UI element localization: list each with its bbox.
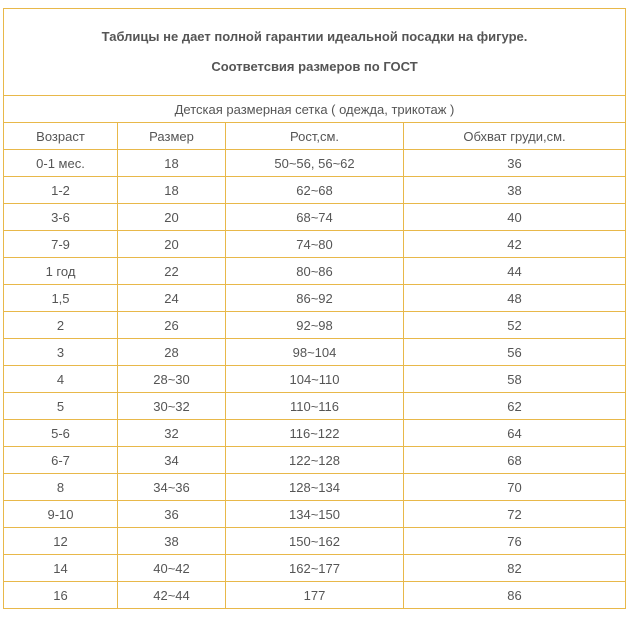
cell-age: 9-10 — [4, 501, 118, 528]
table-row — [4, 501, 626, 528]
cell-age: 1,5 — [4, 285, 118, 312]
cell-age: 8 — [4, 474, 118, 501]
cell-size: 34~36 — [118, 474, 226, 501]
cell-height: 110~116 — [226, 393, 404, 420]
cell-age: 1 год — [4, 258, 118, 285]
cell-size: 18 — [118, 177, 226, 204]
cell-size: 18 — [118, 150, 226, 177]
subtitle-row — [4, 96, 626, 123]
cell-chest: 42 — [404, 231, 626, 258]
cell-size: 20 — [118, 231, 226, 258]
cell-age: 14 — [4, 555, 118, 582]
cell-size: 20 — [118, 204, 226, 231]
cell-size: 42~44 — [118, 582, 226, 609]
cell-age: 16 — [4, 582, 118, 609]
column-header-height: Рост,см. — [226, 123, 404, 150]
cell-chest: 44 — [404, 258, 626, 285]
table-row — [4, 339, 626, 366]
cell-chest: 38 — [404, 177, 626, 204]
table-row — [4, 582, 626, 609]
size-table — [3, 8, 626, 609]
cell-height: 62~68 — [226, 177, 404, 204]
cell-size: 30~32 — [118, 393, 226, 420]
cell-height: 86~92 — [226, 285, 404, 312]
column-header-age: Возраст — [4, 123, 118, 150]
table-row — [4, 204, 626, 231]
cell-chest: 64 — [404, 420, 626, 447]
table-subtitle: Детская размерная сетка ( одежда, трикотаж ) — [4, 96, 626, 123]
cell-age: 2 — [4, 312, 118, 339]
cell-age: 7-9 — [4, 231, 118, 258]
table-row — [4, 420, 626, 447]
cell-chest: 86 — [404, 582, 626, 609]
cell-chest: 72 — [404, 501, 626, 528]
size-chart — [3, 8, 625, 609]
cell-chest: 68 — [404, 447, 626, 474]
table-row — [4, 150, 626, 177]
cell-chest: 40 — [404, 204, 626, 231]
header-standard: Соответсвия размеров по ГОСТ — [211, 59, 418, 74]
cell-height: 150~162 — [226, 528, 404, 555]
cell-size: 34 — [118, 447, 226, 474]
table-row — [4, 528, 626, 555]
cell-height: 104~110 — [226, 366, 404, 393]
table-row — [4, 366, 626, 393]
cell-chest: 82 — [404, 555, 626, 582]
cell-age: 0-1 мес. — [4, 150, 118, 177]
table-row — [4, 447, 626, 474]
table-row — [4, 555, 626, 582]
cell-chest: 56 — [404, 339, 626, 366]
cell-height: 177 — [226, 582, 404, 609]
header-row — [4, 9, 626, 96]
table-row — [4, 285, 626, 312]
cell-height: 98~104 — [226, 339, 404, 366]
cell-age: 1-2 — [4, 177, 118, 204]
cell-chest: 58 — [404, 366, 626, 393]
cell-age: 3-6 — [4, 204, 118, 231]
cell-chest: 70 — [404, 474, 626, 501]
table-row — [4, 312, 626, 339]
table-row — [4, 474, 626, 501]
cell-height: 134~150 — [226, 501, 404, 528]
cell-size: 40~42 — [118, 555, 226, 582]
cell-age: 5-6 — [4, 420, 118, 447]
table-row — [4, 258, 626, 285]
header-disclaimer: Таблицы не дает полной гарантии идеальной посадки на фигуре. — [101, 29, 528, 45]
table-header — [4, 9, 626, 96]
cell-height: 50~56, 56~62 — [226, 150, 404, 177]
cell-chest: 62 — [404, 393, 626, 420]
table-row — [4, 393, 626, 420]
cell-size: 22 — [118, 258, 226, 285]
cell-size: 24 — [118, 285, 226, 312]
size-table-body — [4, 9, 626, 609]
column-header-row — [4, 123, 626, 150]
column-header-chest: Обхват груди,см. — [404, 123, 626, 150]
column-header-size: Размер — [118, 123, 226, 150]
cell-age: 3 — [4, 339, 118, 366]
cell-chest: 52 — [404, 312, 626, 339]
table-row — [4, 231, 626, 258]
cell-size: 26 — [118, 312, 226, 339]
cell-height: 74~80 — [226, 231, 404, 258]
cell-age: 4 — [4, 366, 118, 393]
cell-height: 116~122 — [226, 420, 404, 447]
cell-height: 68~74 — [226, 204, 404, 231]
cell-age: 12 — [4, 528, 118, 555]
cell-age: 6-7 — [4, 447, 118, 474]
cell-height: 162~177 — [226, 555, 404, 582]
cell-size: 28 — [118, 339, 226, 366]
cell-chest: 48 — [404, 285, 626, 312]
cell-height: 92~98 — [226, 312, 404, 339]
cell-size: 28~30 — [118, 366, 226, 393]
cell-size: 36 — [118, 501, 226, 528]
table-row — [4, 177, 626, 204]
cell-height: 80~86 — [226, 258, 404, 285]
cell-chest: 76 — [404, 528, 626, 555]
cell-chest: 36 — [404, 150, 626, 177]
cell-size: 38 — [118, 528, 226, 555]
cell-height: 122~128 — [226, 447, 404, 474]
cell-age: 5 — [4, 393, 118, 420]
cell-height: 128~134 — [226, 474, 404, 501]
cell-size: 32 — [118, 420, 226, 447]
